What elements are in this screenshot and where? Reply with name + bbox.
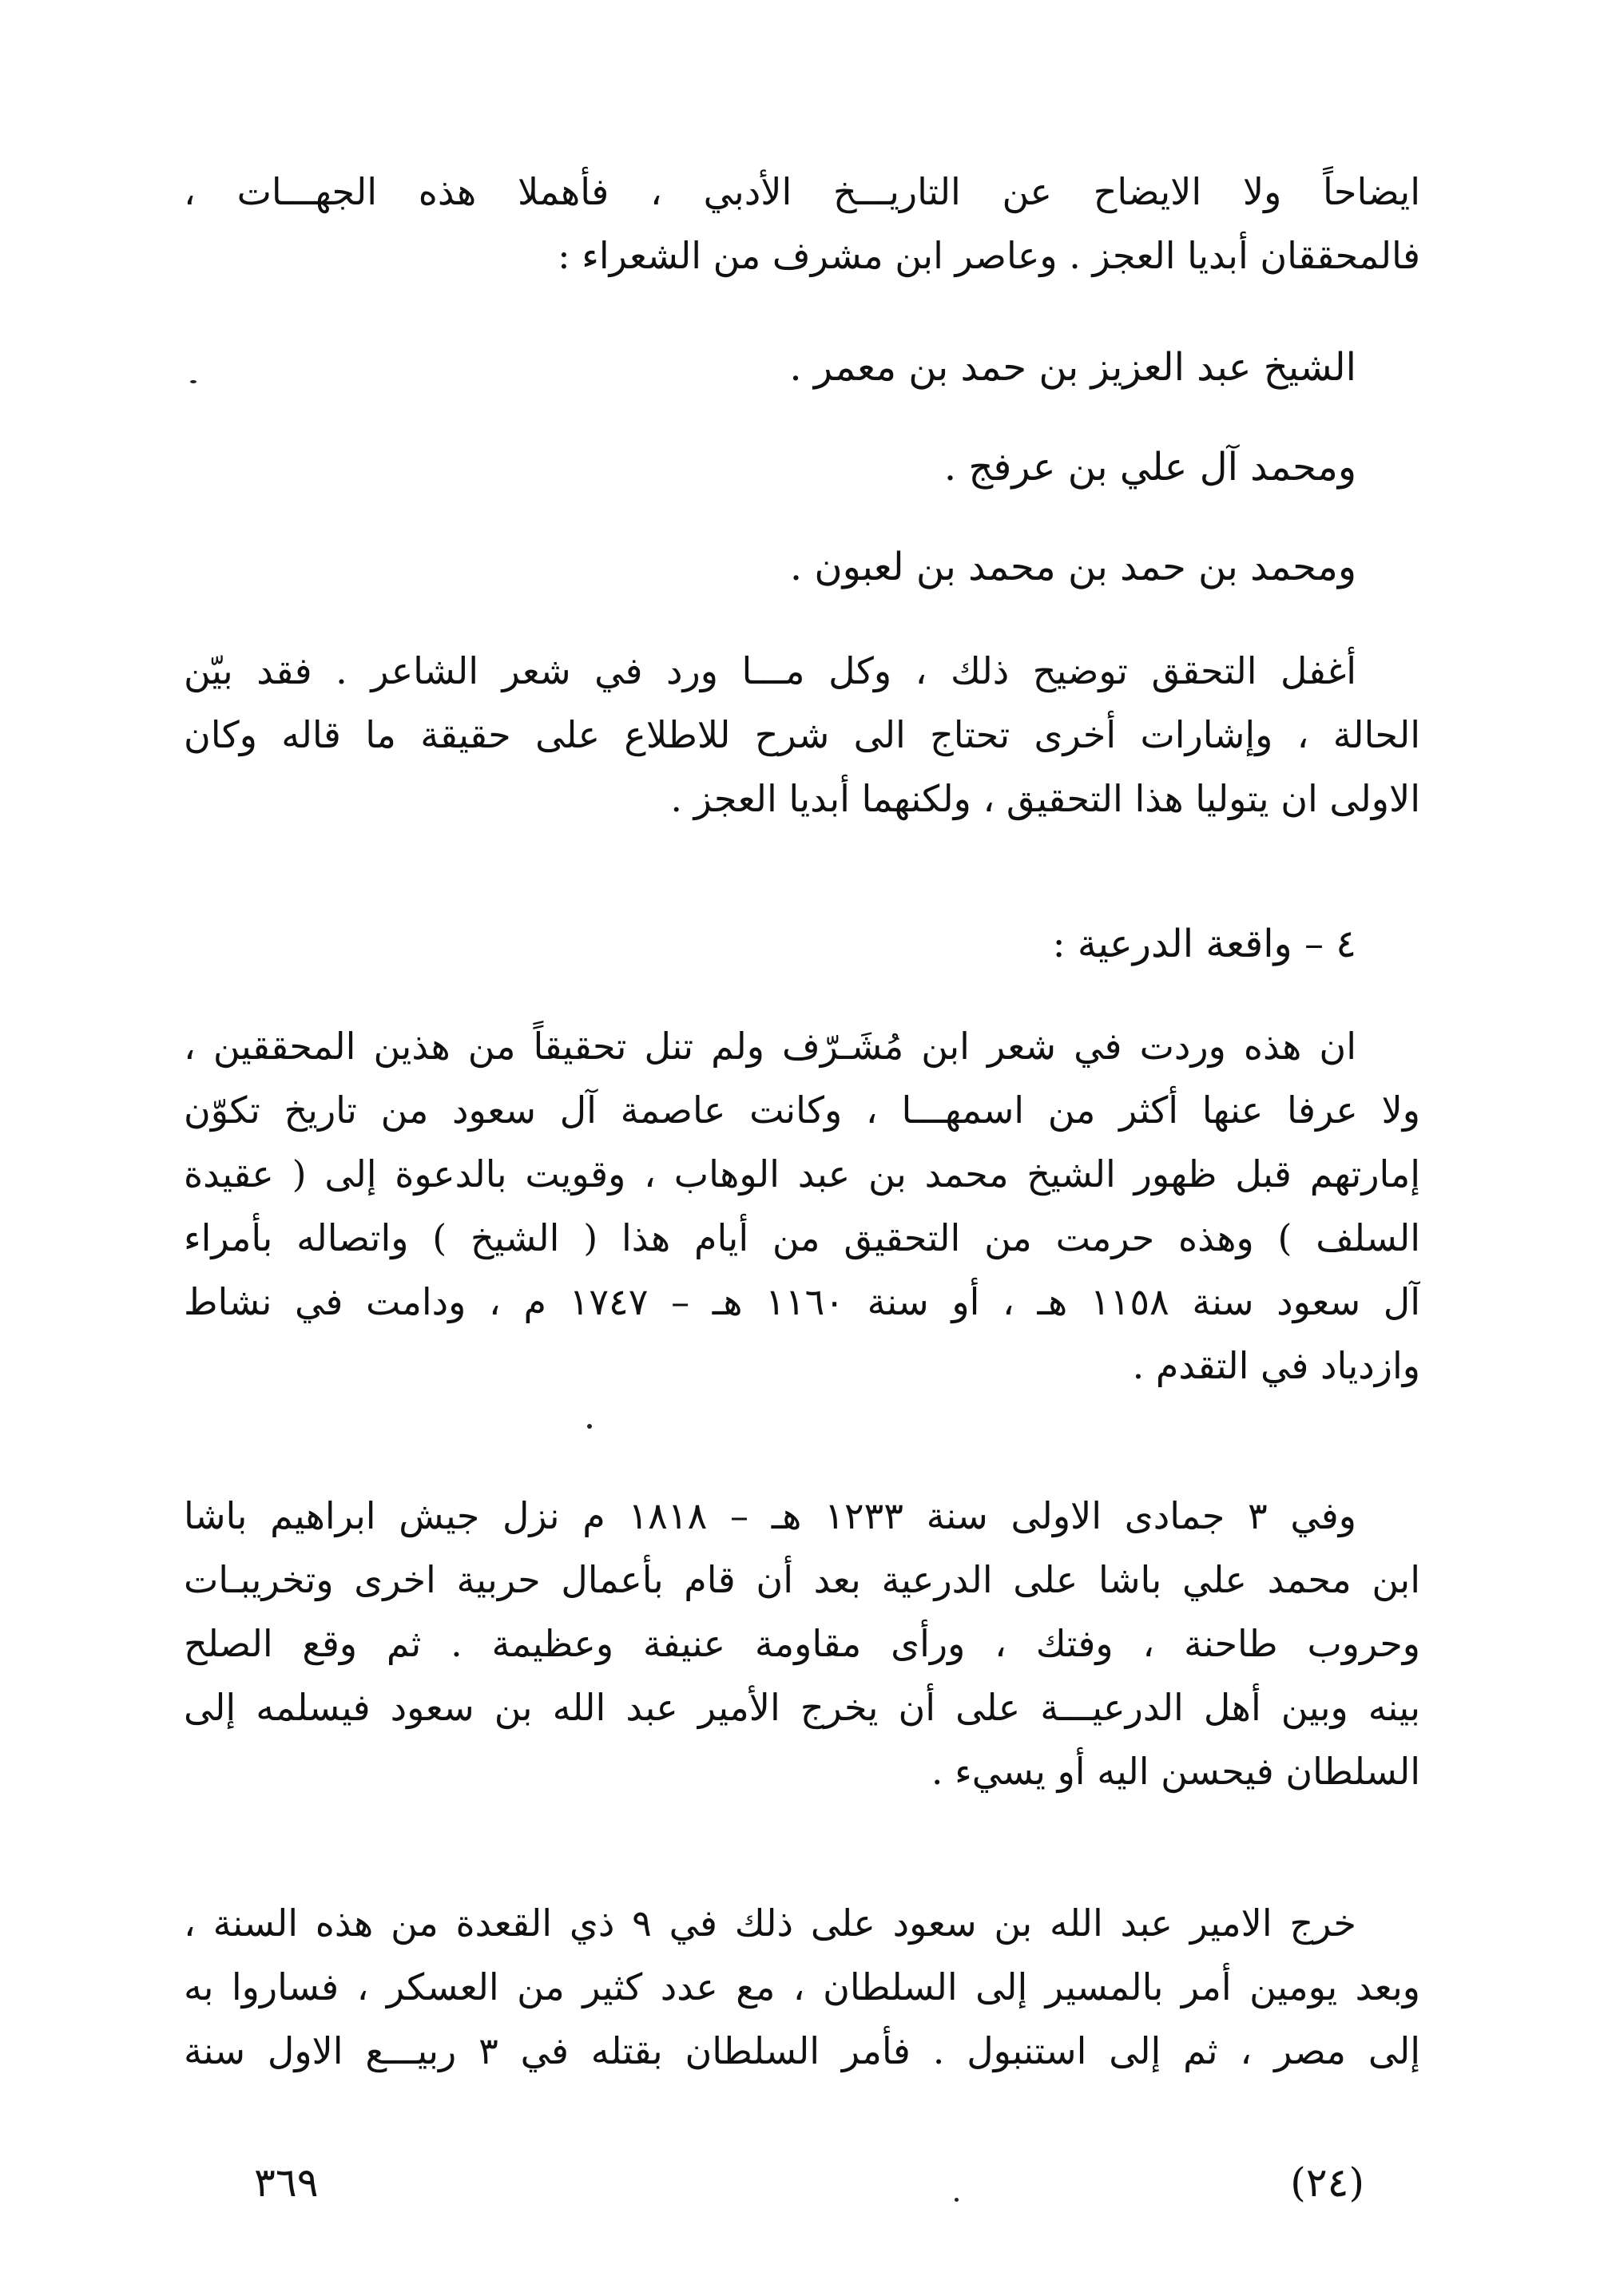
text-line: ولا عرفا عنها أكثر من اسمهـــا ، وكانت عاصمة آل سعود من تاريخ تكوّن [184,1089,1420,1132]
text-line: ايضاحاً ولا الايضاح عن التاريـــخ الأدبي ، فأهملا هذه الجهـــات ، [184,170,1420,213]
text-line: بينه وبين أهل الدرعيـــة على أن يخرج الأمير عبد الله بن سعود فيسلمه إلى [184,1686,1420,1729]
page-number: ٣٦٩ [254,2159,319,2206]
text-line: وازدياد في التقدم . [1132,1344,1420,1387]
text-line: فالمحققان أبديا العجز . وعاصر ابن مشرف من الشعراء : [558,234,1420,277]
text-line: السلطان فيحسن اليه أو يسيء . [931,1750,1420,1793]
paragraph-criticism [184,639,1420,831]
text-line: إلى مصر ، ثم إلى استنبول . فأمر السلطان بقتله في ٣ ربيـــع الاول سنة [184,2029,1420,2072]
text-line: أغفل التحقق توضيح ذلك ، وكل مـــا ورد في شعر الشاعر . فقد بيّن [184,649,1356,692]
text-line: إمارتهم قبل ظهور الشيخ محمد بن عبد الوهاب ، وقويت بالدعوة إلى ( عقيدة [184,1152,1420,1196]
text-line: الاولى ان يتوليا هذا التحقيق ، ولكنهما أبديا العجز . [670,777,1420,820]
scan-speck [955,2198,959,2202]
paragraph-intro [184,160,1420,287]
paragraph-surrender [184,1891,1420,2083]
scan-speck [190,380,197,383]
poet-list-item: ومحمد آل علي بن عرفج . [943,445,1356,490]
text-line: آل سعود سنة ١١٥٨ هـ ، أو سنة ١١٦٠ هـ – ١٧٤٧ م ، ودامت في نشاط [184,1280,1420,1323]
scan-speck [587,1424,592,1429]
text-line: ان هذه وردت في شعر ابن مُشَـرّف ولم تنل تحقيقاً من هذين المحققين ، [184,1025,1356,1068]
text-line: وبعد يومين أمر بالمسير إلى السلطان ، مع عدد كثير من العسكر ، فساروا به [184,1965,1420,2009]
text-line: ابن محمد علي باشا على الدرعية بعد أن قام بأعمال حربية اخرى وتخريبـات [184,1558,1420,1601]
text-line: وفي ٣ جمادى الاولى سنة ١٢٣٣ هـ – ١٨١٨ م نزل جيش ابراهيم باشا [184,1494,1356,1537]
signature-number: (٢٤) [1290,2159,1364,2206]
section-heading: ٤ – واقعة الدرعية : [1052,922,1356,966]
text-line: السلف ) وهذه حرمت من التحقيق من أيام هذا ( الشيخ ) واتصاله بأمراء [184,1216,1420,1259]
poet-list-item: ومحمد بن حمد بن محمد بن لعبون . [789,545,1356,589]
text-line: الحالة ، وإشارات أخرى تحتاج الى شرح للاطلاع على حقيقة ما قاله وكان [184,713,1420,756]
paragraph-siege [184,1484,1420,1803]
paragraph-diriyah [184,1014,1420,1398]
text-line: وحروب طاحنة ، وفتك ، ورأى مقاومة عنيفة وعظيمة . ثم وقع الصلح [184,1622,1420,1665]
poet-list-item: الشيخ عبد العزيز بن حمد بن معمر . [789,345,1356,390]
text-line: خرج الامير عبد الله بن سعود على ذلك في ٩ ذي القعدة من هذه السنة ، [184,1901,1356,1945]
